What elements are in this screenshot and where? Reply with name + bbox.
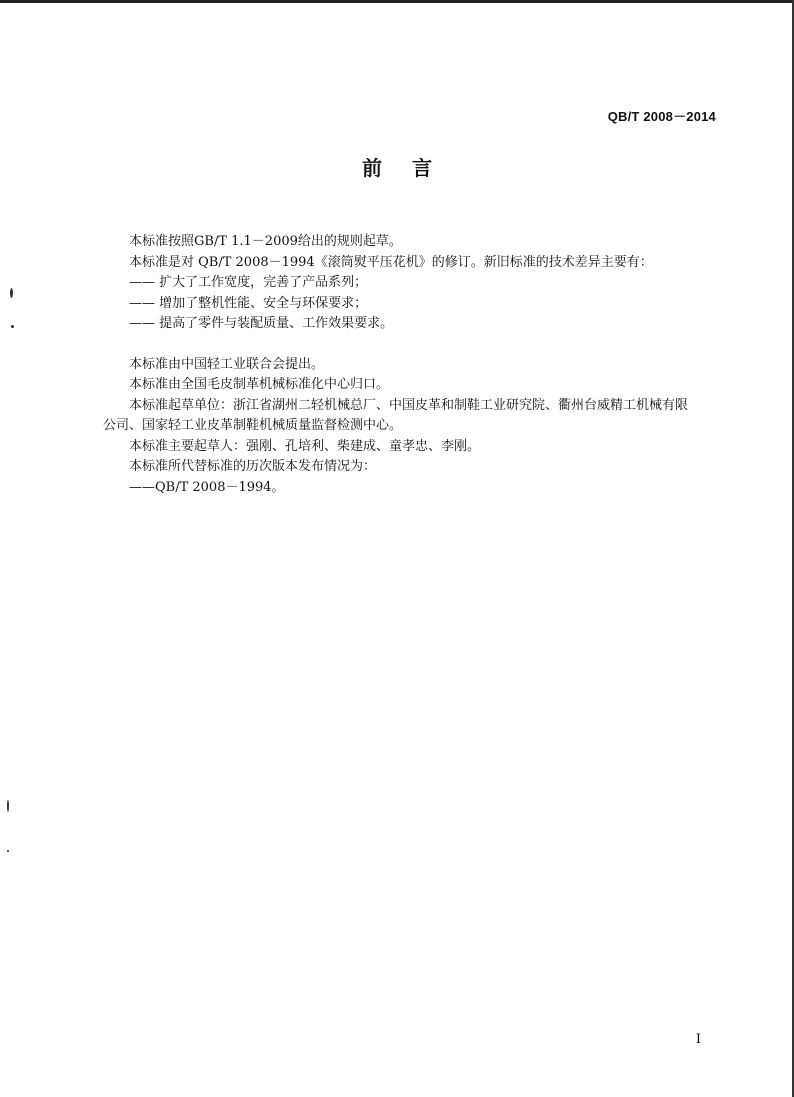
paragraph-proposer: 本标准由中国轻工业联合会提出。 [129,356,325,372]
scan-speck [7,850,9,852]
change-item: —— 增加了整机性能、安全与环保要求； [129,295,368,311]
title-char-1: 前 [362,156,382,180]
title-char-2: 言 [412,156,432,180]
change-item: —— 提高了零件与装配质量、工作效果要求。 [129,316,394,331]
page-title [0,152,794,181]
standard-code: QB/T 2008－2014 [607,109,716,124]
paragraph-administration: 本标准由全国毛皮制革机械标准化中心归口。 [129,377,390,392]
foreword-body [103,232,718,498]
page-number: I [695,1032,701,1047]
paragraph-drafting-units-cont: 公司、国家轻工业皮革制鞋机械质量监督检测中心。 [103,418,403,433]
scan-speck [7,800,9,812]
paragraph-revision: 本标准是对 QB/T 2008－1994《滚筒熨平压花机》的修订。新旧标准的技术差异主要有： [129,254,653,270]
paragraph-drafters: 本标准主要起草人：强刚、孔培利、柴建成、童孝忠、李刚。 [129,438,481,454]
paragraph-drafting-rules: 本标准按照GB/T 1.1－2009给出的规则起草。 [129,234,402,249]
paragraph-history-intro: 本标准所代替标准的历次版本发布情况为： [129,459,377,474]
change-item: —— 扩大了工作宽度，完善了产品系列； [129,275,368,290]
paragraph-drafting-units: 本标准起草单位：浙江省湖州二轻机械总厂、中国皮革和制鞋工业研究院、衢州台威精工机械有限 [129,397,689,413]
scan-speck [11,325,14,328]
history-item: ——QB/T 2008－1994。 [129,479,285,495]
scan-speck [10,288,13,298]
scan-top-border [0,0,794,3]
